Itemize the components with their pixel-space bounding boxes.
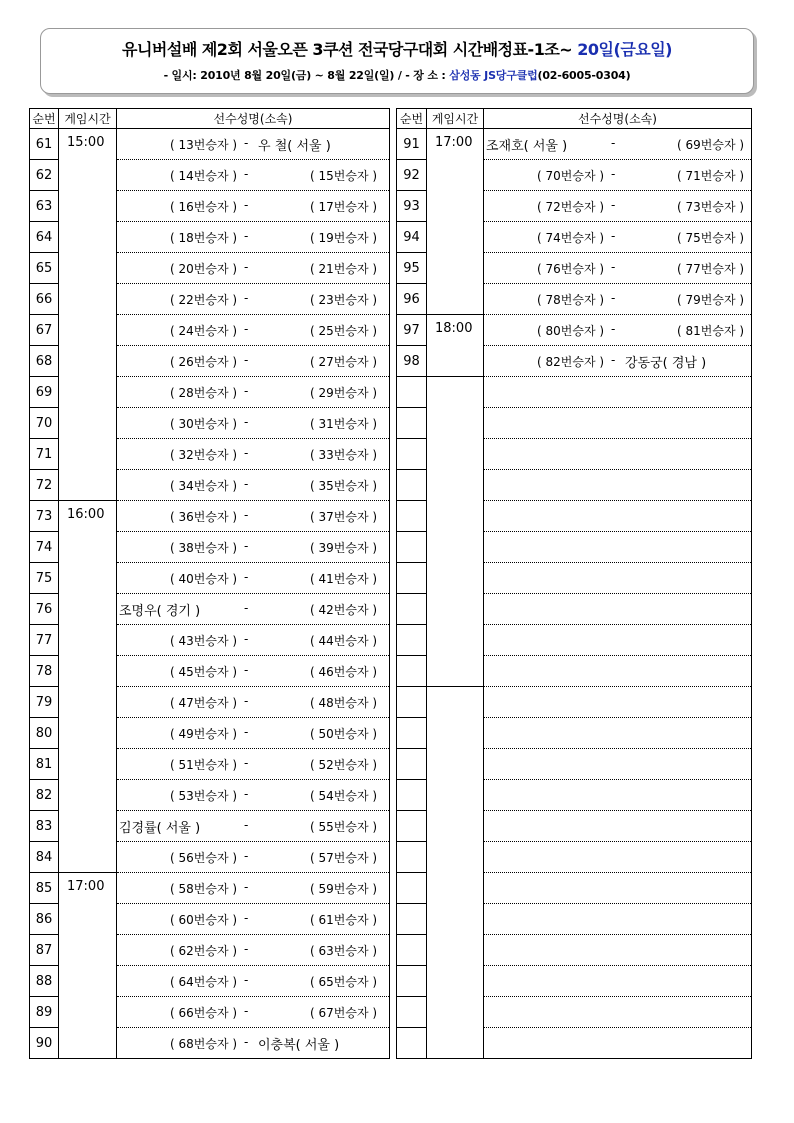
- match-players: [484, 997, 752, 1028]
- vs-dash: -: [244, 632, 249, 646]
- table-row: [397, 129, 752, 160]
- player-b-slot: ( 42번승자 ): [310, 603, 378, 617]
- match-players: [484, 780, 752, 811]
- vs-dash: -: [244, 1035, 249, 1049]
- vs-dash: -: [244, 322, 249, 336]
- player-b-slot: ( 61번승자 ): [310, 913, 378, 927]
- match-players: [484, 346, 752, 377]
- player-a-slot: ( 14번승자 ): [170, 169, 238, 183]
- player-b-slot: ( 35번승자 ): [310, 479, 378, 493]
- match-players: [484, 625, 752, 656]
- player-a-slot: ( 34번승자 ): [170, 479, 238, 493]
- player-a-slot: ( 18번승자 ): [170, 231, 238, 245]
- vs-dash: -: [244, 849, 249, 863]
- match-players: [484, 439, 752, 470]
- match-number: [397, 501, 427, 532]
- match-number: 70: [30, 408, 59, 439]
- match-number: [397, 439, 427, 470]
- vs-dash: -: [244, 353, 249, 367]
- player-a-slot: ( 40번승자 ): [170, 572, 238, 586]
- match-number: 72: [30, 470, 59, 501]
- game-time: [427, 687, 484, 1059]
- match-players: [117, 780, 390, 811]
- match-number: 95: [397, 253, 427, 284]
- player-a-slot: ( 60번승자 ): [170, 913, 238, 927]
- match-number: 83: [30, 811, 59, 842]
- match-number: 88: [30, 966, 59, 997]
- match-number: 98: [397, 346, 427, 377]
- player-b-slot: ( 31번승자 ): [310, 417, 378, 431]
- vs-dash: -: [244, 291, 249, 305]
- player-b-slot: ( 23번승자 ): [310, 293, 378, 307]
- page-title: [41, 37, 753, 60]
- match-players: [117, 191, 390, 222]
- player-a-slot: ( 64번승자 ): [170, 975, 238, 989]
- vs-dash: -: [244, 167, 249, 181]
- match-players: [117, 1028, 390, 1059]
- player-b-slot: ( 37번승자 ): [310, 510, 378, 524]
- match-players: [484, 191, 752, 222]
- match-players: [484, 594, 752, 625]
- match-number: 91: [397, 129, 427, 160]
- player-a-slot: ( 82번승자 ): [537, 355, 605, 369]
- player-a-name: 김경률( 서울 ): [119, 821, 201, 836]
- match-number: 97: [397, 315, 427, 346]
- match-number: 82: [30, 780, 59, 811]
- match-number: [397, 625, 427, 656]
- match-players: [484, 656, 752, 687]
- player-b-slot: ( 33번승자 ): [310, 448, 378, 462]
- player-b-slot: ( 81번승자 ): [677, 324, 745, 338]
- match-players: [117, 749, 390, 780]
- player-a-slot: ( 56번승자 ): [170, 851, 238, 865]
- player-b-name: 이충복( 서울 ): [258, 1038, 340, 1053]
- match-number: 94: [397, 222, 427, 253]
- player-a-slot: ( 47번승자 ): [170, 696, 238, 710]
- player-b-slot: ( 17번승자 ): [310, 200, 378, 214]
- match-number: 87: [30, 935, 59, 966]
- match-players: [117, 532, 390, 563]
- match-players: [484, 935, 752, 966]
- match-players: [117, 811, 390, 842]
- player-b-slot: ( 55번승자 ): [310, 820, 378, 834]
- match-number: [397, 1028, 427, 1059]
- vs-dash: -: [244, 942, 249, 956]
- player-a-slot: ( 62번승자 ): [170, 944, 238, 958]
- player-b-slot: ( 29번승자 ): [310, 386, 378, 400]
- event-phone: (02-6005-0304): [537, 69, 631, 82]
- match-players: [484, 718, 752, 749]
- match-players: [117, 935, 390, 966]
- header-box: [40, 28, 754, 94]
- match-players: [484, 873, 752, 904]
- vs-dash: -: [611, 229, 616, 243]
- player-b-slot: ( 65번승자 ): [310, 975, 378, 989]
- vs-dash: -: [244, 229, 249, 243]
- match-number: 74: [30, 532, 59, 563]
- player-a-slot: ( 70번승자 ): [537, 169, 605, 183]
- player-a-name: 조재호( 서울 ): [486, 139, 568, 154]
- match-players: [484, 253, 752, 284]
- match-number: 85: [30, 873, 59, 904]
- player-a-slot: ( 78번승자 ): [537, 293, 605, 307]
- match-players: [117, 904, 390, 935]
- match-number: 73: [30, 501, 59, 532]
- vs-dash: -: [611, 136, 616, 150]
- title-day: 20일(금요일): [577, 40, 672, 59]
- player-a-slot: ( 72번승자 ): [537, 200, 605, 214]
- match-number: 68: [30, 346, 59, 377]
- vs-dash: -: [244, 260, 249, 274]
- match-number: 96: [397, 284, 427, 315]
- player-b-slot: ( 59번승자 ): [310, 882, 378, 896]
- match-players: [117, 563, 390, 594]
- match-players: [484, 408, 752, 439]
- match-players: [484, 160, 752, 191]
- col-time-header: 게임시간: [427, 109, 484, 129]
- player-a-slot: ( 66번승자 ): [170, 1006, 238, 1020]
- match-players: [484, 749, 752, 780]
- player-a-slot: ( 28번승자 ): [170, 386, 238, 400]
- event-date: - 일시: 2010년 8월 20일(금) ~ 8월 22일(일) / - 장 소 :: [163, 69, 446, 82]
- match-number: 64: [30, 222, 59, 253]
- match-number: 81: [30, 749, 59, 780]
- col-players-header: 선수성명(소속): [117, 109, 390, 129]
- table-row: [30, 873, 390, 904]
- match-players: [484, 904, 752, 935]
- player-b-slot: ( 79번승자 ): [677, 293, 745, 307]
- match-players: [484, 470, 752, 501]
- player-a-slot: ( 26번승자 ): [170, 355, 238, 369]
- match-players: [117, 501, 390, 532]
- player-b-slot: ( 75번승자 ): [677, 231, 745, 245]
- table-row: [397, 315, 752, 346]
- match-number: [397, 687, 427, 718]
- match-players: [117, 656, 390, 687]
- match-players: [117, 625, 390, 656]
- match-players: [484, 842, 752, 873]
- match-number: 92: [397, 160, 427, 191]
- match-number: [397, 594, 427, 625]
- player-b-slot: ( 63번승자 ): [310, 944, 378, 958]
- match-number: [397, 966, 427, 997]
- match-number: 89: [30, 997, 59, 1028]
- match-players: [117, 470, 390, 501]
- match-number: 90: [30, 1028, 59, 1059]
- match-players: [484, 377, 752, 408]
- player-a-slot: ( 32번승자 ): [170, 448, 238, 462]
- vs-dash: -: [244, 818, 249, 832]
- player-a-slot: ( 38번승자 ): [170, 541, 238, 555]
- player-b-slot: ( 71번승자 ): [677, 169, 745, 183]
- player-a-slot: ( 30번승자 ): [170, 417, 238, 431]
- match-number: 66: [30, 284, 59, 315]
- vs-dash: -: [244, 136, 249, 150]
- match-number: [397, 842, 427, 873]
- game-time: 17:00: [59, 873, 117, 1059]
- match-number: [397, 408, 427, 439]
- vs-dash: -: [244, 477, 249, 491]
- table-row: [30, 129, 390, 160]
- match-number: 84: [30, 842, 59, 873]
- match-players: [117, 160, 390, 191]
- vs-dash: -: [244, 694, 249, 708]
- schedule-table-right: [396, 108, 752, 1059]
- match-number: [397, 873, 427, 904]
- player-a-slot: ( 20번승자 ): [170, 262, 238, 276]
- vs-dash: -: [611, 291, 616, 305]
- player-a-slot: ( 74번승자 ): [537, 231, 605, 245]
- match-number: 79: [30, 687, 59, 718]
- player-b-slot: ( 19번승자 ): [310, 231, 378, 245]
- match-players: [484, 687, 752, 718]
- player-b-slot: ( 67번승자 ): [310, 1006, 378, 1020]
- player-a-slot: ( 80번승자 ): [537, 324, 605, 338]
- player-b-slot: ( 50번승자 ): [310, 727, 378, 741]
- match-players: [484, 129, 752, 160]
- match-players: [484, 966, 752, 997]
- match-players: [484, 532, 752, 563]
- player-a-slot: ( 58번승자 ): [170, 882, 238, 896]
- match-players: [117, 129, 390, 160]
- match-number: [397, 377, 427, 408]
- player-a-slot: ( 76번승자 ): [537, 262, 605, 276]
- match-players: [117, 284, 390, 315]
- match-players: [117, 439, 390, 470]
- match-number: 76: [30, 594, 59, 625]
- match-number: 93: [397, 191, 427, 222]
- match-number: 86: [30, 904, 59, 935]
- player-b-slot: ( 46번승자 ): [310, 665, 378, 679]
- match-players: [117, 873, 390, 904]
- table-row: [397, 377, 752, 408]
- match-number: [397, 997, 427, 1028]
- match-number: 75: [30, 563, 59, 594]
- match-players: [117, 315, 390, 346]
- vs-dash: -: [244, 539, 249, 553]
- col-num-header: 순번: [397, 109, 427, 129]
- player-a-slot: ( 49번승자 ): [170, 727, 238, 741]
- match-number: 61: [30, 129, 59, 160]
- schedule-table-left: [29, 108, 390, 1059]
- match-number: [397, 563, 427, 594]
- player-b-slot: ( 57번승자 ): [310, 851, 378, 865]
- player-b-name: 우 철( 서울 ): [258, 139, 331, 154]
- match-number: [397, 718, 427, 749]
- match-number: 65: [30, 253, 59, 284]
- match-number: [397, 780, 427, 811]
- vs-dash: -: [244, 973, 249, 987]
- vs-dash: -: [244, 911, 249, 925]
- player-b-slot: ( 73번승자 ): [677, 200, 745, 214]
- player-b-slot: ( 52번승자 ): [310, 758, 378, 772]
- match-number: 62: [30, 160, 59, 191]
- vs-dash: -: [244, 756, 249, 770]
- match-number: [397, 532, 427, 563]
- player-b-slot: ( 15번승자 ): [310, 169, 378, 183]
- event-info: [41, 67, 753, 83]
- player-a-slot: ( 53번승자 ): [170, 789, 238, 803]
- match-number: 63: [30, 191, 59, 222]
- vs-dash: -: [244, 570, 249, 584]
- event-venue: 삼성동 JS당구클럽: [449, 69, 538, 82]
- player-a-slot: ( 68번승자 ): [170, 1037, 238, 1051]
- title-text: 유니버설배 제2회 서울오픈 3쿠션 전국당구대회 시간배정표-1조~: [122, 40, 573, 59]
- col-time-header: 게임시간: [59, 109, 117, 129]
- match-players: [117, 253, 390, 284]
- vs-dash: -: [611, 198, 616, 212]
- player-b-slot: ( 41번승자 ): [310, 572, 378, 586]
- match-players: [484, 222, 752, 253]
- game-time: 18:00: [427, 315, 484, 377]
- vs-dash: -: [244, 880, 249, 894]
- match-players: [117, 718, 390, 749]
- player-b-slot: ( 25번승자 ): [310, 324, 378, 338]
- match-number: 77: [30, 625, 59, 656]
- player-a-slot: ( 45번승자 ): [170, 665, 238, 679]
- vs-dash: -: [244, 1004, 249, 1018]
- game-time: 15:00: [59, 129, 117, 501]
- player-b-slot: ( 39번승자 ): [310, 541, 378, 555]
- match-players: [117, 966, 390, 997]
- match-players: [117, 346, 390, 377]
- match-players: [117, 842, 390, 873]
- vs-dash: -: [244, 415, 249, 429]
- vs-dash: -: [244, 446, 249, 460]
- vs-dash: -: [611, 353, 616, 367]
- player-a-slot: ( 43번승자 ): [170, 634, 238, 648]
- player-a-slot: ( 51번승자 ): [170, 758, 238, 772]
- player-a-slot: ( 13번승자 ): [170, 138, 238, 152]
- player-b-slot: ( 21번승자 ): [310, 262, 378, 276]
- col-num-header: 순번: [30, 109, 59, 129]
- match-players: [484, 315, 752, 346]
- vs-dash: -: [244, 725, 249, 739]
- match-players: [117, 687, 390, 718]
- player-b-slot: ( 69번승자 ): [677, 138, 745, 152]
- match-players: [484, 284, 752, 315]
- col-players-header: 선수성명(소속): [484, 109, 752, 129]
- vs-dash: -: [244, 787, 249, 801]
- match-number: 67: [30, 315, 59, 346]
- game-time: 16:00: [59, 501, 117, 873]
- match-number: [397, 470, 427, 501]
- match-number: [397, 935, 427, 966]
- match-number: [397, 656, 427, 687]
- match-number: [397, 811, 427, 842]
- player-b-slot: ( 48번승자 ): [310, 696, 378, 710]
- table-row: [397, 687, 752, 718]
- match-players: [117, 997, 390, 1028]
- game-time: [427, 377, 484, 687]
- player-b-name: 강동궁( 경남 ): [625, 356, 707, 371]
- match-number: 69: [30, 377, 59, 408]
- player-b-slot: ( 27번승자 ): [310, 355, 378, 369]
- player-a-slot: ( 16번승자 ): [170, 200, 238, 214]
- player-a-name: 조명우( 경기 ): [119, 604, 201, 619]
- vs-dash: -: [611, 167, 616, 181]
- match-players: [117, 377, 390, 408]
- match-players: [484, 811, 752, 842]
- match-players: [484, 501, 752, 532]
- vs-dash: -: [244, 663, 249, 677]
- match-number: [397, 904, 427, 935]
- vs-dash: -: [244, 601, 249, 615]
- player-b-slot: ( 44번승자 ): [310, 634, 378, 648]
- match-players: [117, 594, 390, 625]
- match-number: [397, 749, 427, 780]
- player-a-slot: ( 24번승자 ): [170, 324, 238, 338]
- vs-dash: -: [611, 260, 616, 274]
- vs-dash: -: [244, 508, 249, 522]
- match-players: [117, 222, 390, 253]
- match-number: 80: [30, 718, 59, 749]
- match-number: 71: [30, 439, 59, 470]
- vs-dash: -: [244, 198, 249, 212]
- table-row: [30, 501, 390, 532]
- match-players: [484, 1028, 752, 1059]
- player-a-slot: ( 36번승자 ): [170, 510, 238, 524]
- player-b-slot: ( 77번승자 ): [677, 262, 745, 276]
- match-players: [484, 563, 752, 594]
- vs-dash: -: [611, 322, 616, 336]
- match-players: [117, 408, 390, 439]
- player-b-slot: ( 54번승자 ): [310, 789, 378, 803]
- vs-dash: -: [244, 384, 249, 398]
- match-number: 78: [30, 656, 59, 687]
- game-time: 17:00: [427, 129, 484, 315]
- player-a-slot: ( 22번승자 ): [170, 293, 238, 307]
